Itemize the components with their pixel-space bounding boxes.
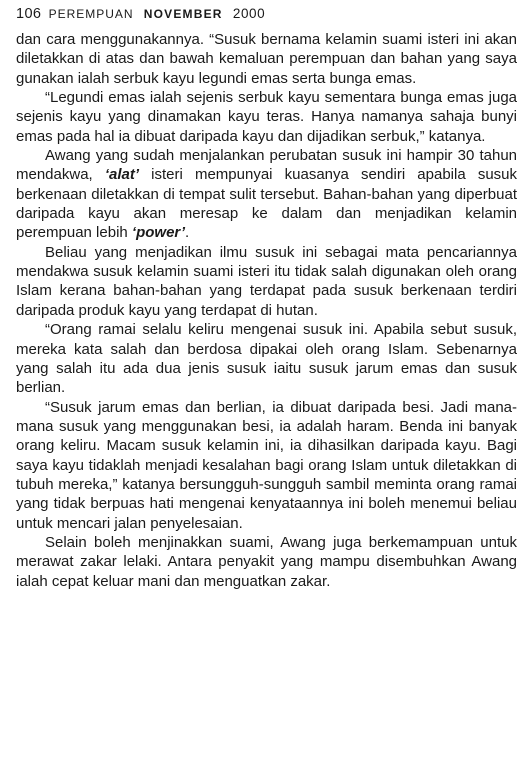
paragraph-text: “Legundi emas ialah sejenis serbuk kayu sementara bunga emas juga sejenis kayu yang dinamakan kayu teras. Hanya namanya sahaja bunyi emas pada hal ia dibuat daripada kayu dan dijadikan serbuk,” katanya. <box>16 89 517 145</box>
paragraph-text: “Susuk jarum emas dan berlian, ia dibuat daripada besi. Jadi mana-mana susuk yang menggunakan besi, ia adalah haram. Benda ini banyak orang keliru. Macam susuk kelamin ini, ia dihasilkan daripada kayu. Bagi saya kayu tidaklah menjadi kesalahan bagi orang Islam untuk diletakkan di tubuh mereka,” katanya bersungguh-sungguh sambil meminta orang ramai yang tidak berpuas hati mengenai kenyataannya ini boleh menemui beliau untuk mencari jalan penyelesaian. <box>16 398 517 532</box>
paragraph-text: Selain boleh menjinakkan suami, Awang juga berkemampuan untuk merawat zakar lelaki. Antara penyakit yang mampu disembuhkan Awang ialah cepat keluar mani dan menguatkan zakar. <box>16 533 517 590</box>
paragraph-text: Awang yang sudah menjalankan perubatan susuk ini hampir 30 tahun mendakwa, <box>16 147 517 184</box>
emphasized-word: ‘power’ <box>131 224 185 242</box>
paragraph <box>16 398 517 533</box>
page-number: 106 <box>16 6 42 22</box>
paragraph <box>16 146 517 243</box>
paragraph <box>16 320 517 397</box>
paragraph-text: . <box>185 224 190 242</box>
paragraph-text: “Orang ramai selalu keliru mengenai susuk ini. Apabila sebut susuk, mereka kata salah dan berdosa dipakai oleh orang Islam. Sebenarnya yang salah itu ada dua jenis susuk iaitu susuk jarum emas dan susuk berlian. <box>16 321 517 397</box>
paragraph <box>16 88 517 146</box>
paragraph <box>16 30 517 88</box>
emphasized-word: ‘alat’ <box>104 166 140 184</box>
paragraph-text: dan cara menggunakannya. “Susuk bernama kelamin suami isteri ini akan diletakkan di atas dan bawah kemaluan perempuan dan bahan yang saya gunakan ialah serbuk kayu legundi emas serta bunga emas. <box>16 31 517 87</box>
article-body <box>16 30 517 591</box>
issue-month: NOVEMBER <box>143 7 223 21</box>
paragraph-text: Beliau yang menjadikan ilmu susuk ini sebagai mata pencariannya mendakwa susuk kelamin suami isteri itu tidak salah digunakan oleh orang Islam kerana bahan-bahan yang terdapat pada susuk berkenaan terdiri daripada produk kayu yang terdapat di hutan. <box>16 243 517 319</box>
issue-year: 2000 <box>232 6 266 21</box>
paragraph <box>16 243 517 320</box>
paragraph-text: isteri mempunyai kuasanya sendiri apabila susuk berkenaan diletakkan di tempat sulit tersebut. Bahan-bahan yang diperbuat daripada kayu akan meresap ke dalam dan menjadikan kelamin perempuan lebih <box>16 166 517 242</box>
page-header <box>16 6 516 22</box>
magazine-name: PEREMPUAN <box>48 7 134 21</box>
paragraph <box>16 533 517 591</box>
